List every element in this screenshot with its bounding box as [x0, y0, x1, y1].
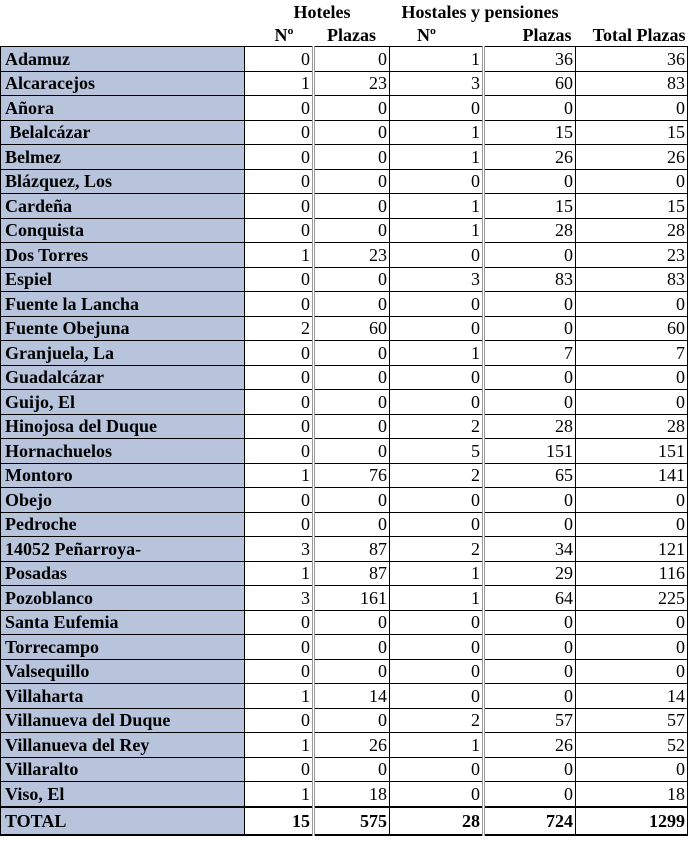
cell-hp-plazas: 64: [484, 586, 576, 611]
municipality-name: Posadas: [1, 561, 245, 586]
cell-h-plazas: 14: [314, 684, 390, 709]
cell-h-plazas: 18: [314, 782, 390, 807]
table-row: [1, 463, 688, 488]
cell-h-plazas: 0: [314, 267, 390, 292]
municipality-name: Villanueva del Rey: [1, 733, 245, 758]
cell-h-plazas: 0: [314, 292, 390, 317]
cell-hp-no: 5: [390, 439, 484, 464]
cell-hp-plazas: 151: [484, 439, 576, 464]
municipality-name: Guijo, El: [1, 390, 245, 415]
cell-total: 83: [576, 267, 688, 292]
cell-h-plazas: 0: [314, 218, 390, 243]
cell-h-no: 2: [245, 316, 314, 341]
cell-h-no: 0: [245, 292, 314, 317]
cell-hp-plazas: 29: [484, 561, 576, 586]
header-blank: [1, 23, 245, 47]
cell-hp-plazas: 57: [484, 708, 576, 733]
cell-total: 15: [576, 120, 688, 145]
cell-total: 18: [576, 782, 688, 807]
municipality-name: 14052 Peñarroya-: [1, 537, 245, 562]
cell-total: 0: [576, 488, 688, 513]
cell-hp-no: 0: [390, 684, 484, 709]
cell-hp-plazas: 0: [484, 512, 576, 537]
cell-total: 116: [576, 561, 688, 586]
municipality-name: Adamuz: [1, 47, 245, 72]
table-row: [1, 267, 688, 292]
cell-h-plazas: 0: [314, 145, 390, 170]
cell-hp-no: 1: [390, 218, 484, 243]
cell-h-no: 0: [245, 365, 314, 390]
cell-total: 0: [576, 169, 688, 194]
cell-h-plazas: 575: [314, 807, 390, 835]
table-row: [1, 47, 688, 72]
cell-hp-plazas: 0: [484, 757, 576, 782]
cell-total: 26: [576, 145, 688, 170]
cell-hp-plazas: 26: [484, 145, 576, 170]
cell-hp-no: 0: [390, 610, 484, 635]
cell-hp-plazas: 34: [484, 537, 576, 562]
cell-h-no: 0: [245, 47, 314, 72]
table-row: [1, 439, 688, 464]
cell-total: 0: [576, 390, 688, 415]
cell-total: 0: [576, 635, 688, 660]
cell-total: 1299: [576, 807, 688, 835]
cell-hp-no: 0: [390, 488, 484, 513]
municipality-name: Pozoblanco: [1, 586, 245, 611]
cell-hp-plazas: 0: [484, 243, 576, 268]
cell-hp-plazas: 0: [484, 610, 576, 635]
cell-total: 36: [576, 47, 688, 72]
cell-hp-no: 2: [390, 537, 484, 562]
header-blank: [1, 0, 245, 23]
municipality-name: Montoro: [1, 463, 245, 488]
cell-hp-plazas: 0: [484, 96, 576, 121]
cell-hp-no: 0: [390, 292, 484, 317]
cell-h-plazas: 0: [314, 635, 390, 660]
table-row: [1, 341, 688, 366]
cell-total: 15: [576, 194, 688, 219]
cell-hp-no: 2: [390, 463, 484, 488]
cell-hp-plazas: 0: [484, 488, 576, 513]
table-row: [1, 316, 688, 341]
cell-total: 121: [576, 537, 688, 562]
cell-total: 52: [576, 733, 688, 758]
cell-hp-no: 0: [390, 659, 484, 684]
cell-total: 23: [576, 243, 688, 268]
municipality-name: Viso, El: [1, 782, 245, 807]
municipality-name: Conquista: [1, 218, 245, 243]
municipality-name: Granjuela, La: [1, 341, 245, 366]
cell-h-plazas: 0: [314, 757, 390, 782]
cell-h-no: 1: [245, 561, 314, 586]
cell-total: 7: [576, 341, 688, 366]
cell-total: 225: [576, 586, 688, 611]
cell-h-plazas: 60: [314, 316, 390, 341]
municipality-name: Villaharta: [1, 684, 245, 709]
municipality-name: Hornachuelos: [1, 439, 245, 464]
cell-hp-no: 1: [390, 145, 484, 170]
table-row: [1, 194, 688, 219]
cell-h-no: 1: [245, 733, 314, 758]
cell-h-plazas: 0: [314, 96, 390, 121]
table-row: [1, 71, 688, 96]
cell-h-plazas: 161: [314, 586, 390, 611]
header-hostales-plazas: Plazas: [522, 24, 572, 45]
municipality-name: Guadalcázar: [1, 365, 245, 390]
cell-h-plazas: 0: [314, 439, 390, 464]
table-row: [1, 561, 688, 586]
cell-h-no: 0: [245, 341, 314, 366]
cell-hp-no: 0: [390, 365, 484, 390]
cell-hp-plazas: 0: [484, 659, 576, 684]
table-row: [1, 610, 688, 635]
cell-hp-plazas: 0: [484, 365, 576, 390]
total-row: [1, 807, 688, 835]
municipality-name: Fuente la Lancha: [1, 292, 245, 317]
header-row-columns: [1, 23, 688, 47]
cell-hp-plazas: 83: [484, 267, 576, 292]
cell-total: 60: [576, 316, 688, 341]
cell-h-plazas: 0: [314, 414, 390, 439]
cell-h-no: 0: [245, 96, 314, 121]
cell-hp-no: 1: [390, 194, 484, 219]
cell-hp-no: 3: [390, 71, 484, 96]
municipality-name: Añora: [1, 96, 245, 121]
cell-total: 151: [576, 439, 688, 464]
cell-hp-no: 0: [390, 512, 484, 537]
cell-hp-plazas: 0: [484, 292, 576, 317]
cell-h-no: 1: [245, 782, 314, 807]
table-row: [1, 512, 688, 537]
total-label: TOTAL: [1, 807, 245, 835]
cell-hp-plazas: 15: [484, 120, 576, 145]
cell-total: 0: [576, 512, 688, 537]
cell-hp-no: 0: [390, 390, 484, 415]
cell-h-no: 0: [245, 512, 314, 537]
cell-h-no: 0: [245, 757, 314, 782]
header-row-groups: [1, 0, 688, 23]
cell-h-no: 0: [245, 194, 314, 219]
cell-hp-no: 0: [390, 757, 484, 782]
municipality-name: Belmez: [1, 145, 245, 170]
cell-hp-no: 1: [390, 341, 484, 366]
cell-h-plazas: 87: [314, 537, 390, 562]
cell-hp-no: 0: [390, 243, 484, 268]
table-row: [1, 390, 688, 415]
cell-hp-no: 0: [390, 96, 484, 121]
cell-hp-plazas: 15: [484, 194, 576, 219]
cell-hp-no: 2: [390, 708, 484, 733]
cell-h-plazas: 0: [314, 512, 390, 537]
table-row: [1, 635, 688, 660]
municipality-name: Alcaracejos: [1, 71, 245, 96]
cell-h-plazas: 23: [314, 243, 390, 268]
municipality-name: Belalcázar: [1, 120, 245, 145]
municipality-name: Obejo: [1, 488, 245, 513]
table-row: [1, 659, 688, 684]
municipality-name: Villaralto: [1, 757, 245, 782]
cell-total: 0: [576, 610, 688, 635]
municipality-name: Hinojosa del Duque: [1, 414, 245, 439]
cell-hp-plazas: 60: [484, 71, 576, 96]
municipality-name: Pedroche: [1, 512, 245, 537]
cell-total: 0: [576, 757, 688, 782]
cell-h-plazas: 0: [314, 708, 390, 733]
cell-hp-no: 1: [390, 733, 484, 758]
cell-h-plazas: 76: [314, 463, 390, 488]
cell-h-no: 1: [245, 71, 314, 96]
table-row: [1, 708, 688, 733]
table-row: [1, 365, 688, 390]
cell-h-no: 0: [245, 218, 314, 243]
cell-hp-plazas: 26: [484, 733, 576, 758]
cell-total: 0: [576, 292, 688, 317]
cell-h-no: 0: [245, 390, 314, 415]
table-row: [1, 586, 688, 611]
municipality-name: Blázquez, Los: [1, 169, 245, 194]
cell-h-no: 0: [245, 488, 314, 513]
cell-total: 0: [576, 659, 688, 684]
cell-h-plazas: 0: [314, 659, 390, 684]
header-total-plazas: Total Plazas: [592, 24, 686, 45]
cell-h-plazas: 0: [314, 488, 390, 513]
cell-hp-no: 1: [390, 47, 484, 72]
cell-hp-plazas: 0: [484, 635, 576, 660]
cell-h-no: 0: [245, 708, 314, 733]
cell-hp-no: 1: [390, 586, 484, 611]
cell-hp-no: 1: [390, 561, 484, 586]
cell-h-no: 0: [245, 267, 314, 292]
cell-hp-no: 1: [390, 120, 484, 145]
cell-h-plazas: 0: [314, 365, 390, 390]
cell-hp-no: 0: [390, 169, 484, 194]
cell-h-plazas: 0: [314, 194, 390, 219]
cell-hp-plazas: 0: [484, 684, 576, 709]
table-row: [1, 218, 688, 243]
municipality-name: Torrecampo: [1, 635, 245, 660]
cell-h-no: 0: [245, 120, 314, 145]
municipality-name: Dos Torres: [1, 243, 245, 268]
header-hoteles-no: Nº: [274, 24, 294, 45]
cell-total: 57: [576, 708, 688, 733]
table-row: [1, 96, 688, 121]
cell-hp-plazas: 28: [484, 414, 576, 439]
cell-h-plazas: 23: [314, 71, 390, 96]
cell-hp-plazas: 0: [484, 316, 576, 341]
cell-total: 28: [576, 414, 688, 439]
municipality-name: Valsequillo: [1, 659, 245, 684]
header-hoteles: Hoteles: [293, 2, 351, 22]
cell-h-no: 1: [245, 243, 314, 268]
table-row: [1, 292, 688, 317]
cell-h-plazas: 0: [314, 47, 390, 72]
cell-h-no: 0: [245, 145, 314, 170]
table-row: [1, 169, 688, 194]
table-row: [1, 243, 688, 268]
cell-hp-plazas: 0: [484, 390, 576, 415]
table-body: [1, 47, 688, 835]
table-row: [1, 733, 688, 758]
cell-hp-no: 0: [390, 316, 484, 341]
table-row: [1, 120, 688, 145]
table-row: [1, 537, 688, 562]
cell-total: 0: [576, 365, 688, 390]
cell-h-plazas: 0: [314, 169, 390, 194]
cell-h-no: 15: [245, 807, 314, 835]
municipality-name: Santa Eufemia: [1, 610, 245, 635]
table-row: [1, 757, 688, 782]
cell-h-no: 3: [245, 537, 314, 562]
table-row: [1, 684, 688, 709]
cell-h-no: 1: [245, 463, 314, 488]
municipality-name: Cardeña: [1, 194, 245, 219]
cell-hp-no: 2: [390, 414, 484, 439]
cell-h-no: 0: [245, 414, 314, 439]
cell-hp-plazas: 724: [484, 807, 576, 835]
cell-h-plazas: 0: [314, 390, 390, 415]
cell-h-plazas: 87: [314, 561, 390, 586]
cell-hp-no: 0: [390, 635, 484, 660]
cell-h-no: 0: [245, 659, 314, 684]
table-row: [1, 145, 688, 170]
table-row: [1, 414, 688, 439]
table-row: [1, 488, 688, 513]
cell-h-plazas: 0: [314, 120, 390, 145]
municipality-name: Fuente Obejuna: [1, 316, 245, 341]
cell-h-no: 3: [245, 586, 314, 611]
cell-h-plazas: 26: [314, 733, 390, 758]
header-hostales: Hostales y pensiones: [401, 2, 559, 22]
cell-h-no: 0: [245, 610, 314, 635]
municipality-name: Espiel: [1, 267, 245, 292]
cell-hp-plazas: 65: [484, 463, 576, 488]
cell-h-no: 0: [245, 169, 314, 194]
cell-hp-plazas: 7: [484, 341, 576, 366]
cell-h-no: 1: [245, 684, 314, 709]
cell-hp-plazas: 36: [484, 47, 576, 72]
cell-h-no: 0: [245, 635, 314, 660]
table-row: [1, 782, 688, 807]
cell-h-plazas: 0: [314, 341, 390, 366]
cell-hp-no: 28: [390, 807, 484, 835]
cell-total: 14: [576, 684, 688, 709]
header-hostales-no: Nº: [417, 24, 436, 45]
cell-total: 83: [576, 71, 688, 96]
cell-hp-no: 3: [390, 267, 484, 292]
cell-hp-plazas: 0: [484, 782, 576, 807]
cell-total: 141: [576, 463, 688, 488]
cell-hp-plazas: 28: [484, 218, 576, 243]
cell-h-plazas: 0: [314, 610, 390, 635]
municipality-name: Villanueva del Duque: [1, 708, 245, 733]
header-hoteles-plazas: Plazas: [327, 24, 376, 45]
cell-h-no: 0: [245, 439, 314, 464]
cell-hp-plazas: 0: [484, 169, 576, 194]
cell-total: 28: [576, 218, 688, 243]
cell-total: 0: [576, 96, 688, 121]
cell-hp-no: 0: [390, 782, 484, 807]
